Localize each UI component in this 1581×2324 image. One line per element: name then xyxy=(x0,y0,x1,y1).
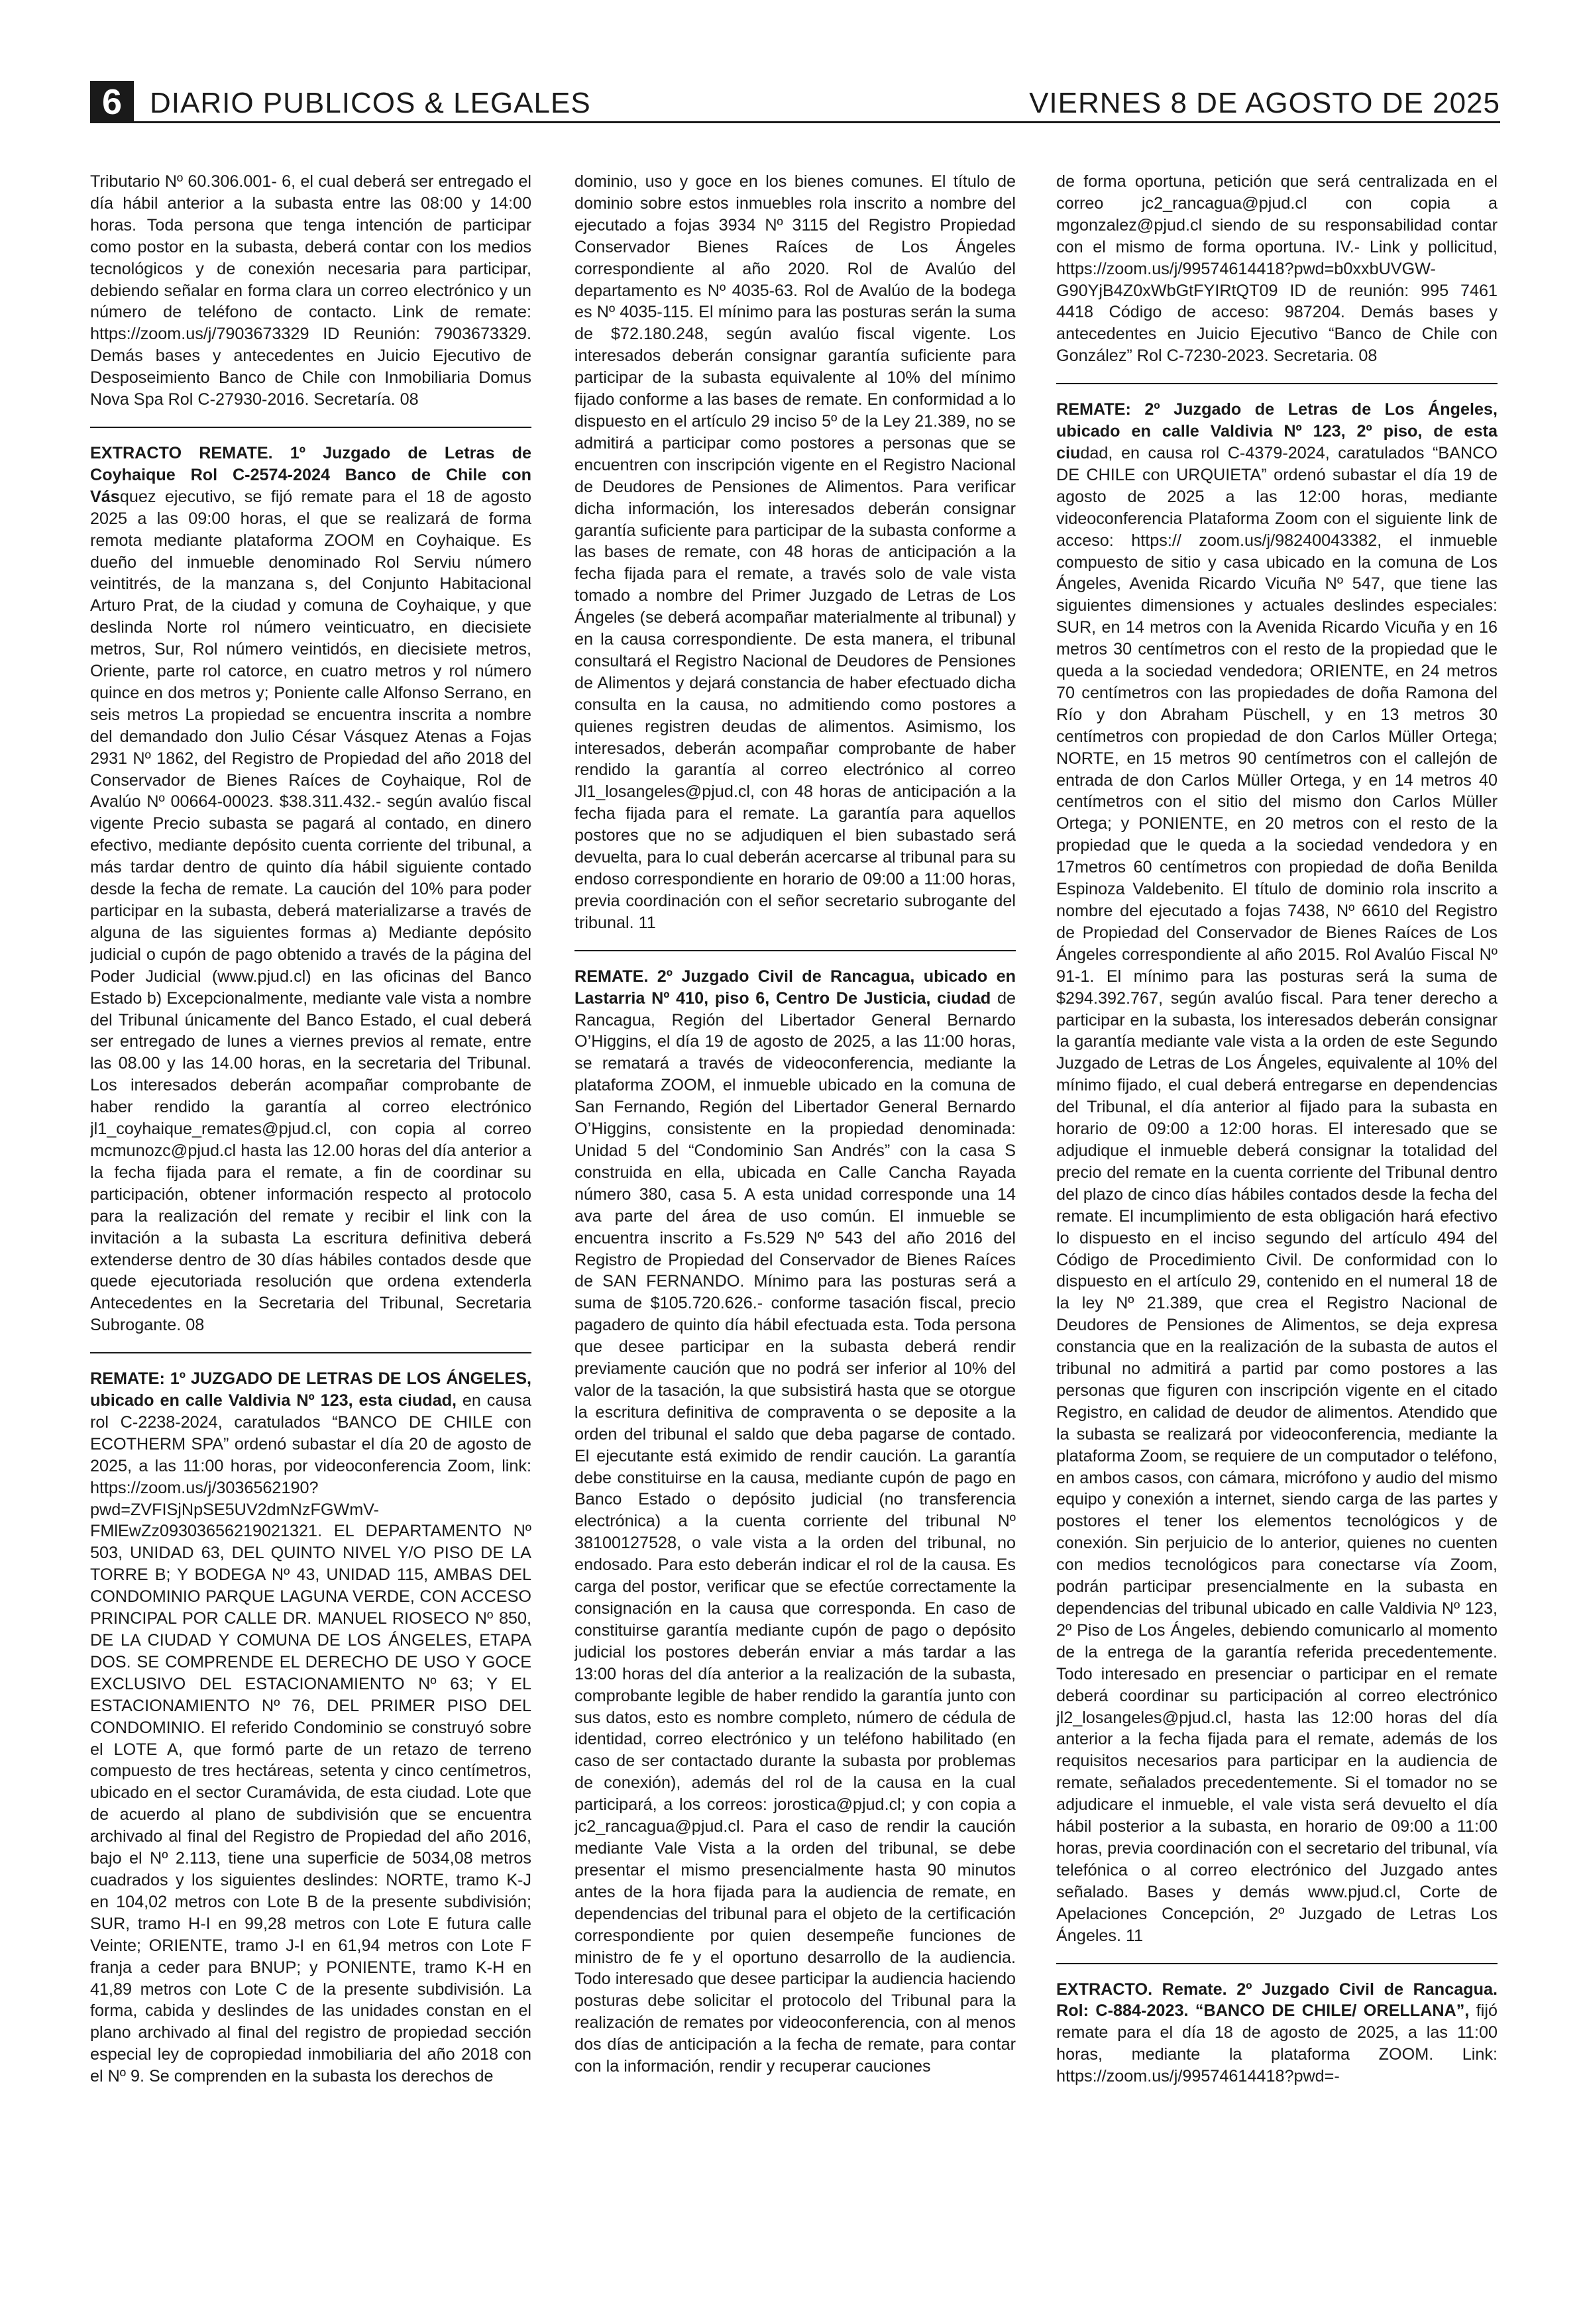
legal-notice xyxy=(1056,171,1498,367)
notice-body: en causa rol C-2238-2024, caratulados “BANCO DE CHILE con ECOTHERM SPA” ordenó subastar el día 20 de agosto de 2025, a las 11:00 horas, por videoconferencia Zoom, link: https://zoom.us/j/3036562190?pwd=ZVFISjNpSE5UV2dmNzFGWmV-FMlEwZz09303656219021321. EL DEPARTAMENTO Nº 503, UNIDAD 63, DEL QUINTO NIVEL Y/O PISO DE LA TORRE B; Y BODEGA Nº 43, UNIDAD 115, AMBAS DEL CONDOMINIO PARQUE LAGUNA VERDE, CON ACCESO PRINCIPAL POR CALLE DR. MANUEL RIOSECO Nº 850, DE LA CIUDAD Y COMUNA DE LOS ÁNGELES, ETAPA DOS. SE COMPRENDE EL DERECHO DE USO Y GOCE EXCLUSIVO DEL ESTACIONAMIENTO Nº 63; Y EL ESTACIONAMIENTO Nº 76, DEL PRIMER PISO DEL CONDOMINIO. El referido Condominio se construyó sobre el LOTE A, que formó parte de un retazo de terreno compuesto de tres hectáreas, setenta y cinco centímetros, ubicado en el sector Curamávida, de esta ciudad. Lote que de acuerdo al plano de subdivisión que se encuentra archivado al final del Registro de Propiedad del año 2016, bajo el Nº 2.113, tiene una superficie de 5034,08 metros cuadrados y los siguientes deslindes: NORTE, tramo K-J en 104,02 metros con Lote B de la presente subdivisión; SUR, tramo H-I en 99,28 metros con Lote E futura calle Veinte; ORIENTE, tramo J-I en 61,94 metros con Lote F franja a ceder para BNUP; y PONIENTE, tramo K-H en 41,89 metros con Lote C de la presente subdivisión. La forma, cabida y deslindes de las unidades constan en el plano archivado al final del registro de propiedad sección especial ley de copropiedad inmobiliaria del año 2018 con el Nº 9. Se comprenden en la subasta los derechos de xyxy=(90,1391,531,2086)
legal-notice xyxy=(1056,383,1498,1946)
column-1 xyxy=(90,171,531,2304)
masthead xyxy=(90,81,1500,123)
notice-heading: REMATE. 2º Juzgado Civil de Rancagua, ubicado en Lastarria Nº 410, piso 6, Centro De Justicia, ciudad xyxy=(574,967,1016,1008)
notice-body: dad, en causa rol C-4379-2024, caratulados “BANCO DE CHILE con URQUIETA” ordenó subastar el día 19 de agosto de 2025 a las 12:00 horas, mediante videoconferencia Plataforma Zoom con el siguiente link de acceso: https:// zoom.us/j/98240043382, el inmueble compuesto de sitio y casa ubicado en la comuna de Los Ángeles, Avenida Ricardo Vicuña Nº 547, que tiene las siguientes dimensiones y actuales deslindes especiales: SUR, en 14 metros con la Avenida Ricardo Vicuña y en 16 metros 30 centímetros con el resto de la propiedad que le queda a la sociedad vendedora; ORIENTE, en 24 metros 70 centímetros con las propiedades de doña Ramona del Río y don Abraham Püschell, y en 13 metros 30 centímetros con propiedad de don Carlos Müller Ortega; NORTE, en 15 metros 90 centímetros con el callejón de entrada de don Carlos Müller Ortega, y en 14 metros 40 centímetros con el sitio del mismo don Carlos Müller Ortega; y PONIENTE, en 20 metros con el resto de la propiedad que le queda a la sociedad vendedora y en 17metros 60 centímetros con propiedad de doña Benilda Espinoza Valdebenito. El título de dominio rola inscrito a nombre del ejecutado a fojas 7438, Nº 6610 del Registro de Propiedad del Conservador de Bienes Raíces de Los Ángeles correspondiente al año 2015. Rol Avalúo Fiscal Nº 91-1. El mínimo para las posturas será la suma de $294.392.767, según avalúo fiscal. Para tener derecho a participar en la subasta, los interesados deberán consignar la garantía mediante vale vista a la orden de este Segundo Juzgado de Letras de Los Ángeles, equivalente al 10% del mínimo fijado, el cual deberá entregarse en dependencias del Tribunal, el día anterior al fijado para la subasta en horario de 09:00 a 12:00 horas. El interesado que se adjudique el inmueble deberá consignar la totalidad del precio del remate en la cuenta corriente del Tribunal dentro del plazo de cinco días hábiles contados desde la fecha del remate. El incumplimiento de esta obligación hará efectivo lo dispuesto en el inciso segundo del artículo 494 del Código de Procedimiento Civil. De conformidad con lo dispuesto en el artículo 29, contenido en el numeral 18 de la ley Nº 21.389, que crea el Registro Nacional de Deudores de Pensiones de Alimentos, se deja expresa constancia que en la realización de la subasta de autos el tribunal no admitirá a partid par como postores a las personas que figuren con inscripción vigente en el citado Registro, en calidad de deudor de alimentos. Atendido que la subasta se realizará por videoconferencia, mediante la plataforma Zoom, se requiere de un computador o teléfono, en ambos casos, con cámara, micrófono y audio del mismo equipo y conexión a internet, siendo carga de las partes y postores el tener los elementos tecnológicos y de conexión. Sin perjuicio de lo anterior, quienes no cuenten con medios tecnológicos para conectarse vía Zoom, podrán participar presencialmente en la subasta en dependencias del tribunal ubicado en calle Valdivia Nº 123, 2º Piso de Los Ángeles, debiendo comunicarlo al momento de la entrega de la garantía referida precedentemente. Todo interesado en presenciar o participar en el remate deberá coordinar su participación al correo electrónico jl2_losangeles@pjud.cl, hasta las 12:00 horas del día anterior a la fecha fijada para el remate, además de los requisitos necesarios para participar en la audiencia de remate, señalados precedentemente. Si el tomador no se adjudicare el inmueble, el vale vista será devuelto el día hábil posterior a la subasta, en horario de 09:00 a 11:00 horas, previa coordinación con el secretario del tribunal, vía telefónica o al correo electrónico del Juzgado antes señalado. Bases y demás www.pjud.cl, Corte de Apelaciones Concepción, 2º Juzgado de Letras Los Ángeles. 11 xyxy=(1056,443,1498,1945)
legal-notice xyxy=(90,427,531,1336)
legal-notice xyxy=(90,171,531,411)
notice-heading: REMATE: 2º Juzgado de Letras de Los Ángeles, ubicado en calle Valdivia Nº 123, 2º piso, de esta ciu xyxy=(1056,400,1498,462)
notice-body: Tributario Nº 60.306.001- 6, el cual deberá ser entregado el día hábil anterior a la subasta entre las 08:00 y 14:00 horas. Toda persona que tenga intención de participar como postor en la subasta, deberá contar con los medios tecnológicos y de conexión necesaria para participar, debiendo señalar en forma clara un correo electrónico y un número de teléfono de contacto. Link de remate: https://zoom.us/j/7903673329 ID Reunión: 7903673329. Demás bases y antecedentes en Juicio Ejecutivo de Desposeimiento Banco de Chile con Inmobiliaria Domus Nova Spa Rol C-27930-2016. Secretaría. 08 xyxy=(90,172,531,409)
legal-notice xyxy=(90,1352,531,2087)
column-2 xyxy=(574,171,1016,2304)
notice-heading: REMATE: 1º JUZGADO DE LETRAS DE LOS ÁNGELES, ubicado en calle Valdivia Nº 123, esta ciudad, xyxy=(90,1369,531,1410)
publication-title: DIARIO PUBLICOS & LEGALES xyxy=(150,87,591,119)
legal-notice xyxy=(574,171,1016,934)
notice-body: dominio, uso y goce en los bienes comunes. El título de dominio sobre estos inmuebles rola inscrito a nombre del ejecutado a fojas 3934 Nº 3115 del Registro Propiedad Conservador Bienes Raíces de Los Ángeles correspondiente al año 2020. Rol de Avalúo del departamento es Nº 4035-63. Rol de Avalúo de la bodega es Nº 4035-115. El mínimo para las posturas serán la suma de $72.180.248, según avalúo fiscal vigente. Los interesados deberán consignar garantía suficiente para participar de la subasta equivalente al 10% del mínimo fijado conforme a las bases de remate. En conformidad a lo dispuesto en el artículo 29 inciso 5º de la Ley 21.389, no se admitirá a participar como postores a personas que se encuentren con inscripción vigente en el Registro Nacional de Deudores de Pensiones de Alimentos. Para verificar dicha información, los interesados deberán consignar garantía suficiente para participar de la subasta conforme a las bases de remate, con 48 horas de anticipación a la fecha fijada para el remate, a través solo de vale vista tomado a nombre del Primer Juzgado de Letras de Los Ángeles (se deberá acompañar materialmente al tribunal) y en la causa correspondiente. De esta manera, el tribunal consultará el Registro Nacional de Deudores de Pensiones de Alimentos y dejará constancia de haber efectuado dicha consulta en la causa, no admitiendo como postores a quienes registren deudas de alimentos. Asimismo, los interesados, deberán acompañar comprobante de haber rendido la garantía al correo electrónico al correo Jl1_losangeles@pjud.cl, con 48 horas de anticipación a la fecha fijada para el remate. La garantía para aquellos postores que no se adjudiquen el bien subastado será devuelta, para lo cual deberán acercarse al tribunal para su endoso correspondiente en horario de 09:00 a 11:00 horas, previa coordinación con el señor secretario subrogante del tribunal. 11 xyxy=(574,172,1016,932)
notice-heading: EXTRACTO REMATE. 1º Juzgado de Letras de Coyhaique Rol C-2574-2024 Banco de Chile con Vás xyxy=(90,443,531,506)
page-number-badge: 6 xyxy=(90,81,134,123)
legal-notice xyxy=(1056,1963,1498,2088)
notice-body: fijó remate para el día 18 de agosto de 2025, a las 11:00 horas, mediante la plataforma ZOOM. Link: https://zoom.us/j/99574614418?pwd=- xyxy=(1056,2001,1498,2086)
publication-date: VIERNES 8 DE AGOSTO DE 2025 xyxy=(1029,87,1500,119)
legal-notice xyxy=(574,950,1016,2078)
notice-heading: EXTRACTO. Remate. 2º Juzgado Civil de Rancagua. Rol: C-884-2023. “BANCO DE CHILE/ ORELLANA”, xyxy=(1056,1980,1498,2021)
notice-body: de forma oportuna, petición que será centralizada en el correo jc2_rancagua@pjud.cl con copia a mgonzalez@pjud.cl siendo de su responsabilidad contar con el mismo de forma oportuna. IV.- Link y pollicitud, https://zoom.us/j/99574614418?pwd=b0xxbUVGW-G90YjB4Z0xWbGtFYIRtQT09 ID de reunión: 995 7461 4418 Código de acceso: 987204. Demás bases y antecedentes en Juicio Ejecutivo “Banco de Chile con González” Rol C-7230-2023. Secretaria. 08 xyxy=(1056,172,1498,366)
column-3 xyxy=(1056,171,1498,2304)
notice-body: de Rancagua, Región del Libertador General Bernardo O’Higgins, el día 19 de agosto de 2025, a las 11:00 horas, se rematará a través de videoconferencia, mediante la plataforma ZOOM, el inmueble ubicado en la comuna de San Fernando, Región del Libertador General Bernardo O’Higgins, consistente en la propiedad denominada: Unidad 5 del “Condominio San Andrés” con la casa S construida en ella, ubicada en Calle Cancha Rayada número 380, casa 5. A esta unidad corresponde una 14 ava parte del área de uso común. El inmueble se encuentra inscrito a Fs.529 Nº 543 del año 2016 del Registro de Propiedad del Conservador de Bienes Raíces de SAN FERNANDO. Mínimo para las posturas será a suma de $105.720.626.- conforme tasación fiscal, precio pagadero de quinto día hábil efectuada esta. Toda persona que desee participar en la subasta deberá rendir previamente caución que no podrá ser inferior al 10% del valor de la tasación, la que subsistirá hasta que se otorgue la escritura definitiva de compraventa o se deposite a la orden del tribunal el saldo que deba pagarse de contado. El ejecutante está eximido de rendir caución. La garantía debe constituirse en la causa, mediante cupón de pago en Banco Estado o depósito judicial (no transferencia electrónica) a la cuenta corriente del tribunal Nº 38100127528, o vale vista a la orden del tribunal, no endosado. Para esto deberán indicar el rol de la causa. Es carga del postor, verificar que se efectúe correctamente la consignación en la causa que corresponda. En caso de constituirse garantía mediante cupón de pago o depósito judicial los postores deberán enviar a más tardar a las 13:00 horas del día anterior a la realización de la subasta, comprobante legible de haber rendido la garantía junto con sus datos, esto es nombre completo, número de cédula de identidad, correo electrónico y un teléfono habilitado (en caso de ser contactado durante la subasta por problemas de conexión), además del rol de la causa en la cual participará, a los correos: jorostica@pjud.cl; y con copia a jc2_rancagua@pjud.cl. Para el caso de rendir la caución mediante Vale Vista a la orden del tribunal, se debe presentar el mismo presencialmente hasta 90 minutos antes de la hora fijada para la audiencia de remate, en dependencias del tribunal para el objeto de la certificación correspondiente por quien desempeñe funciones de ministro de fe y el oportuno desarrollo de la audiencia. Todo interesado que desee participar la audiencia haciendo posturas debe solicitar el protocolo del Tribunal para la realización de remates por videoconferencia, con al menos dos días de anticipación a la fecha de remate, para contar con la información, rendir y recuperar cauciones xyxy=(574,988,1016,2076)
notice-body: quez ejecutivo, se fijó remate para el 18 de agosto 2025 a las 09:00 horas, el que se realizará de forma remota mediante plataforma ZOOM en Coyhaique. Es dueño del inmueble denominado Rol Serviu número veintitrés, de la manzana s, del Conjunto Habitacional Arturo Prat, de la ciudad y comuna de Coyhaique, y que deslinda Norte rol número veinticuatro, en diecisiete metros, Sur, Rol número veintidós, en diecisiete metros, Oriente, parte rol catorce, en cuatro metros y rol número quince en dos metros y; Poniente calle Alfonso Serrano, en seis metros La propiedad se encuentra inscrita a nombre del demandado don Julio César Vásquez Atenas a Fojas 2931 Nº 1862, del Registro de Propiedad del año 2018 del Conservador de Bienes Raíces de Coyhaique, Rol de Avalúo Nº 00664-00023. $38.311.432.- según avalúo fiscal vigente Precio subasta se pagará al contado, en dinero efectivo, mediante depósito cuenta corriente del tribunal, a más tardar dentro de quinto día hábil siguiente contado desde la fecha de remate. La caución del 10% para poder participar en la subasta, deberá materializarse a través de alguna de las siguientes formas a) Mediante depósito judicial o cupón de pago obtenido a través de la página del Poder Judicial (www.pjud.cl) en las oficinas del Banco Estado b) Excepcionalmente, mediante vale vista a nombre del Tribunal únicamente del Banco Estado, el cual deberá ser entregado de lunes a viernes previos al remate, entre las 08.00 y las 14.00 horas, en la secretaria del Tribunal. Los interesados deberán acompañar comprobante de haber rendido la garantía al correo electrónico jl1_coyhaique_remates@pjud.cl, con copia al correo mcmunozc@pjud.cl hasta las 12.00 horas del día anterior a la fecha fijada para el remate, a fin de coordinar su participación, obtener información respecto al protocolo para la realización del remate y recibir el link con la invitación a la subasta La escritura definitiva deberá extenderse dentro de 30 días hábiles contados desde que quede ejecutoriada resolución que ordena extenderla Antecedentes en la Secretaria del Tribunal, Secretaria Subrogante. 08 xyxy=(90,487,531,1335)
